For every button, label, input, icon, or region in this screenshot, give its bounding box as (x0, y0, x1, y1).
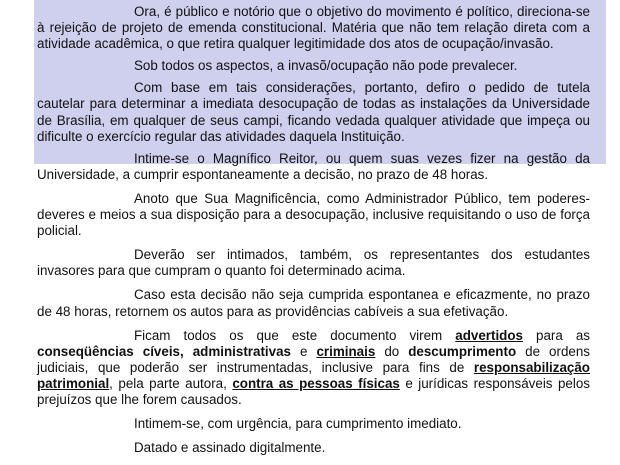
paragraph-return-records: Caso esta decisão não seja cumprida espontanea e eficazmente, no prazo de 48 horas, retornem os autos para as providências cabíveis a sua efetivação. (37, 287, 590, 319)
warning-text: Ficam todos os que este documento virem (134, 327, 456, 343)
warning-emphasis: contra as pessoas físicas (232, 375, 400, 391)
paragraph-consequences-warning (37, 328, 590, 408)
warning-text: para as (522, 327, 591, 343)
paragraph-cannot-prevail: Sob todos os aspectos, a invasõ/ocupação não pode prevalecer. (134, 58, 518, 74)
paragraph-urgent-notice: Intimem-se, com urgência, para cumprimento imediato. (134, 416, 462, 432)
paragraph-digital-signature: Datado e assinado digitalmente. (134, 440, 326, 456)
document-body (37, 4, 590, 464)
paragraph-notify-rector: Intime-se o Magnífico Reitor, ou quem suas vezes fizer na gestão da Universidade, a cumprir espontaneamente a decisão, no prazo de 48 horas. (37, 150, 590, 182)
paragraph-magnificence-duties: Anoto que Sua Magnificência, como Administrador Público, tem poderes-deveres e meios a sua disposição para a desocupação, inclusive requisitando o uso de força policial. (37, 190, 590, 239)
paragraph-political-objective: Ora, é público e notório que o objetivo do movimento é político, direciona-se à rejeição de projeto de emenda constitucional. Matéria que não tem relação direta com a atividade acadêmica, o que retira qualquer legitimidade dos atos de ocupação/invasão. (37, 4, 590, 52)
warning-emphasis: criminais (316, 343, 376, 359)
paragraph-notify-students: Deverão ser intimados, também, os representantes dos estudantes invasores para que cumpram o quanto foi determinado acima. (37, 247, 590, 279)
warning-emphasis: advertidos (455, 327, 523, 343)
warning-emphasis: descumprimento (408, 343, 517, 359)
warning-text: de ordens judiciais, que poderão ser instrumentadas, inclusive para fins de (37, 343, 591, 375)
warning-emphasis: responsabilização patrimonial (37, 359, 590, 391)
warning-text: , pela parte autora, (109, 375, 233, 391)
warning-emphasis: conseqüências cíveis, administrativas (37, 343, 291, 359)
warning-text: e (290, 343, 317, 359)
warning-text: e jurídicas responsáveis pelos prejuízos que lhe forem causados. (37, 375, 590, 407)
warning-text: do (375, 343, 409, 359)
paragraph-injunction-granted: Com base em tais considerações, portanto, defiro o pedido de tutela cautelar para determinar a imediata desocupação de todas as instalações da Universidade de Brasília, em qualquer de seus campi, ficando vedada qualquer atividade que impeça ou dificulte o exercício regular das atividades daquela Instituição. (37, 80, 590, 144)
